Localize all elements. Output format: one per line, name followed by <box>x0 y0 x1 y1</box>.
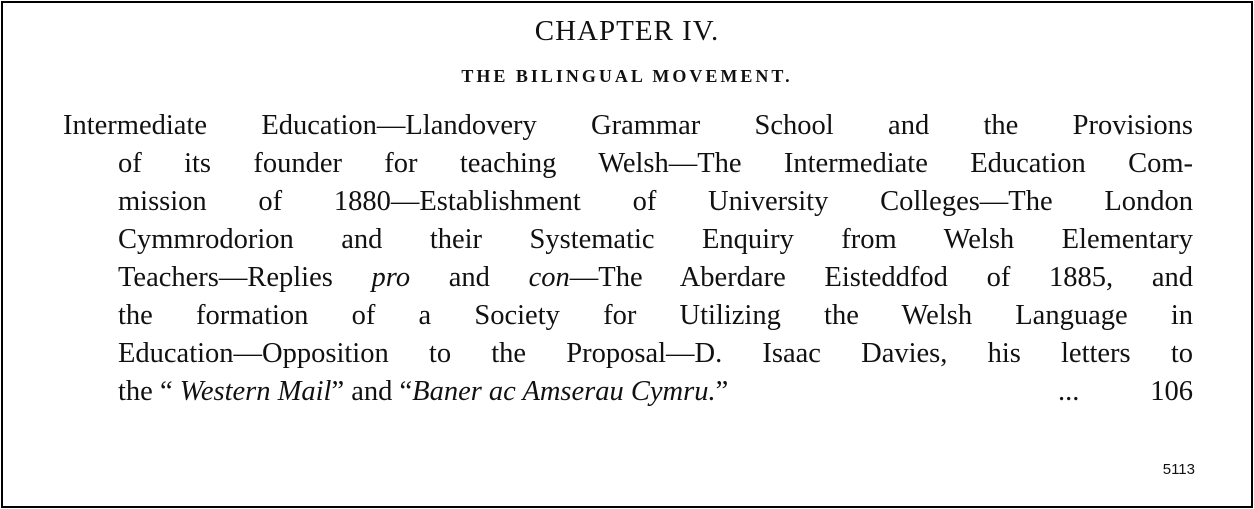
page-frame <box>1 1 1253 508</box>
summary-line-6: the formation of a Society for Utilizing the Welsh Language in <box>118 300 1193 331</box>
summary-text: Teachers—Replies <box>118 262 372 293</box>
summary-line-3: mission of 1880—Establishment of University Colleges—The London <box>118 186 1193 217</box>
page-number: 106 <box>1150 376 1193 407</box>
summary-line-7: Education—Opposition to the Proposal—D. Isaac Davies, his letters to <box>118 338 1193 369</box>
summary-line-4: Cymmrodorion and their Systematic Enquiry from Welsh Elementary <box>118 224 1193 255</box>
italic-term-pro: pro <box>371 262 411 293</box>
newspaper-title: Baner ac Amserau Cymru. <box>412 376 716 407</box>
summary-text: —The Aberdare Eisteddfod of 1885, and <box>569 262 1193 293</box>
summary-text: the “ <box>118 376 180 407</box>
section-title: THE BILINGUAL MOVEMENT. <box>461 66 793 86</box>
summary-text: and <box>410 262 529 293</box>
summary-text: ” <box>715 376 729 407</box>
summary-line-1: Intermediate Education—Llandovery Grammar School and the Provisions <box>63 110 1193 141</box>
dot-leader: ... <box>1058 376 1080 407</box>
italic-term-con: con <box>528 262 570 293</box>
newspaper-title: Western Mail <box>179 376 332 407</box>
summary-text: ” and “ <box>331 376 413 407</box>
summary-line-2: of its founder for teaching Welsh—The Intermediate Education Com- <box>118 148 1193 179</box>
summary-line-5 <box>118 259 1193 297</box>
image-id-label: 5113 <box>1162 461 1195 478</box>
summary-line-8 <box>118 373 1193 411</box>
chapter-heading: CHAPTER IV. <box>534 15 720 47</box>
